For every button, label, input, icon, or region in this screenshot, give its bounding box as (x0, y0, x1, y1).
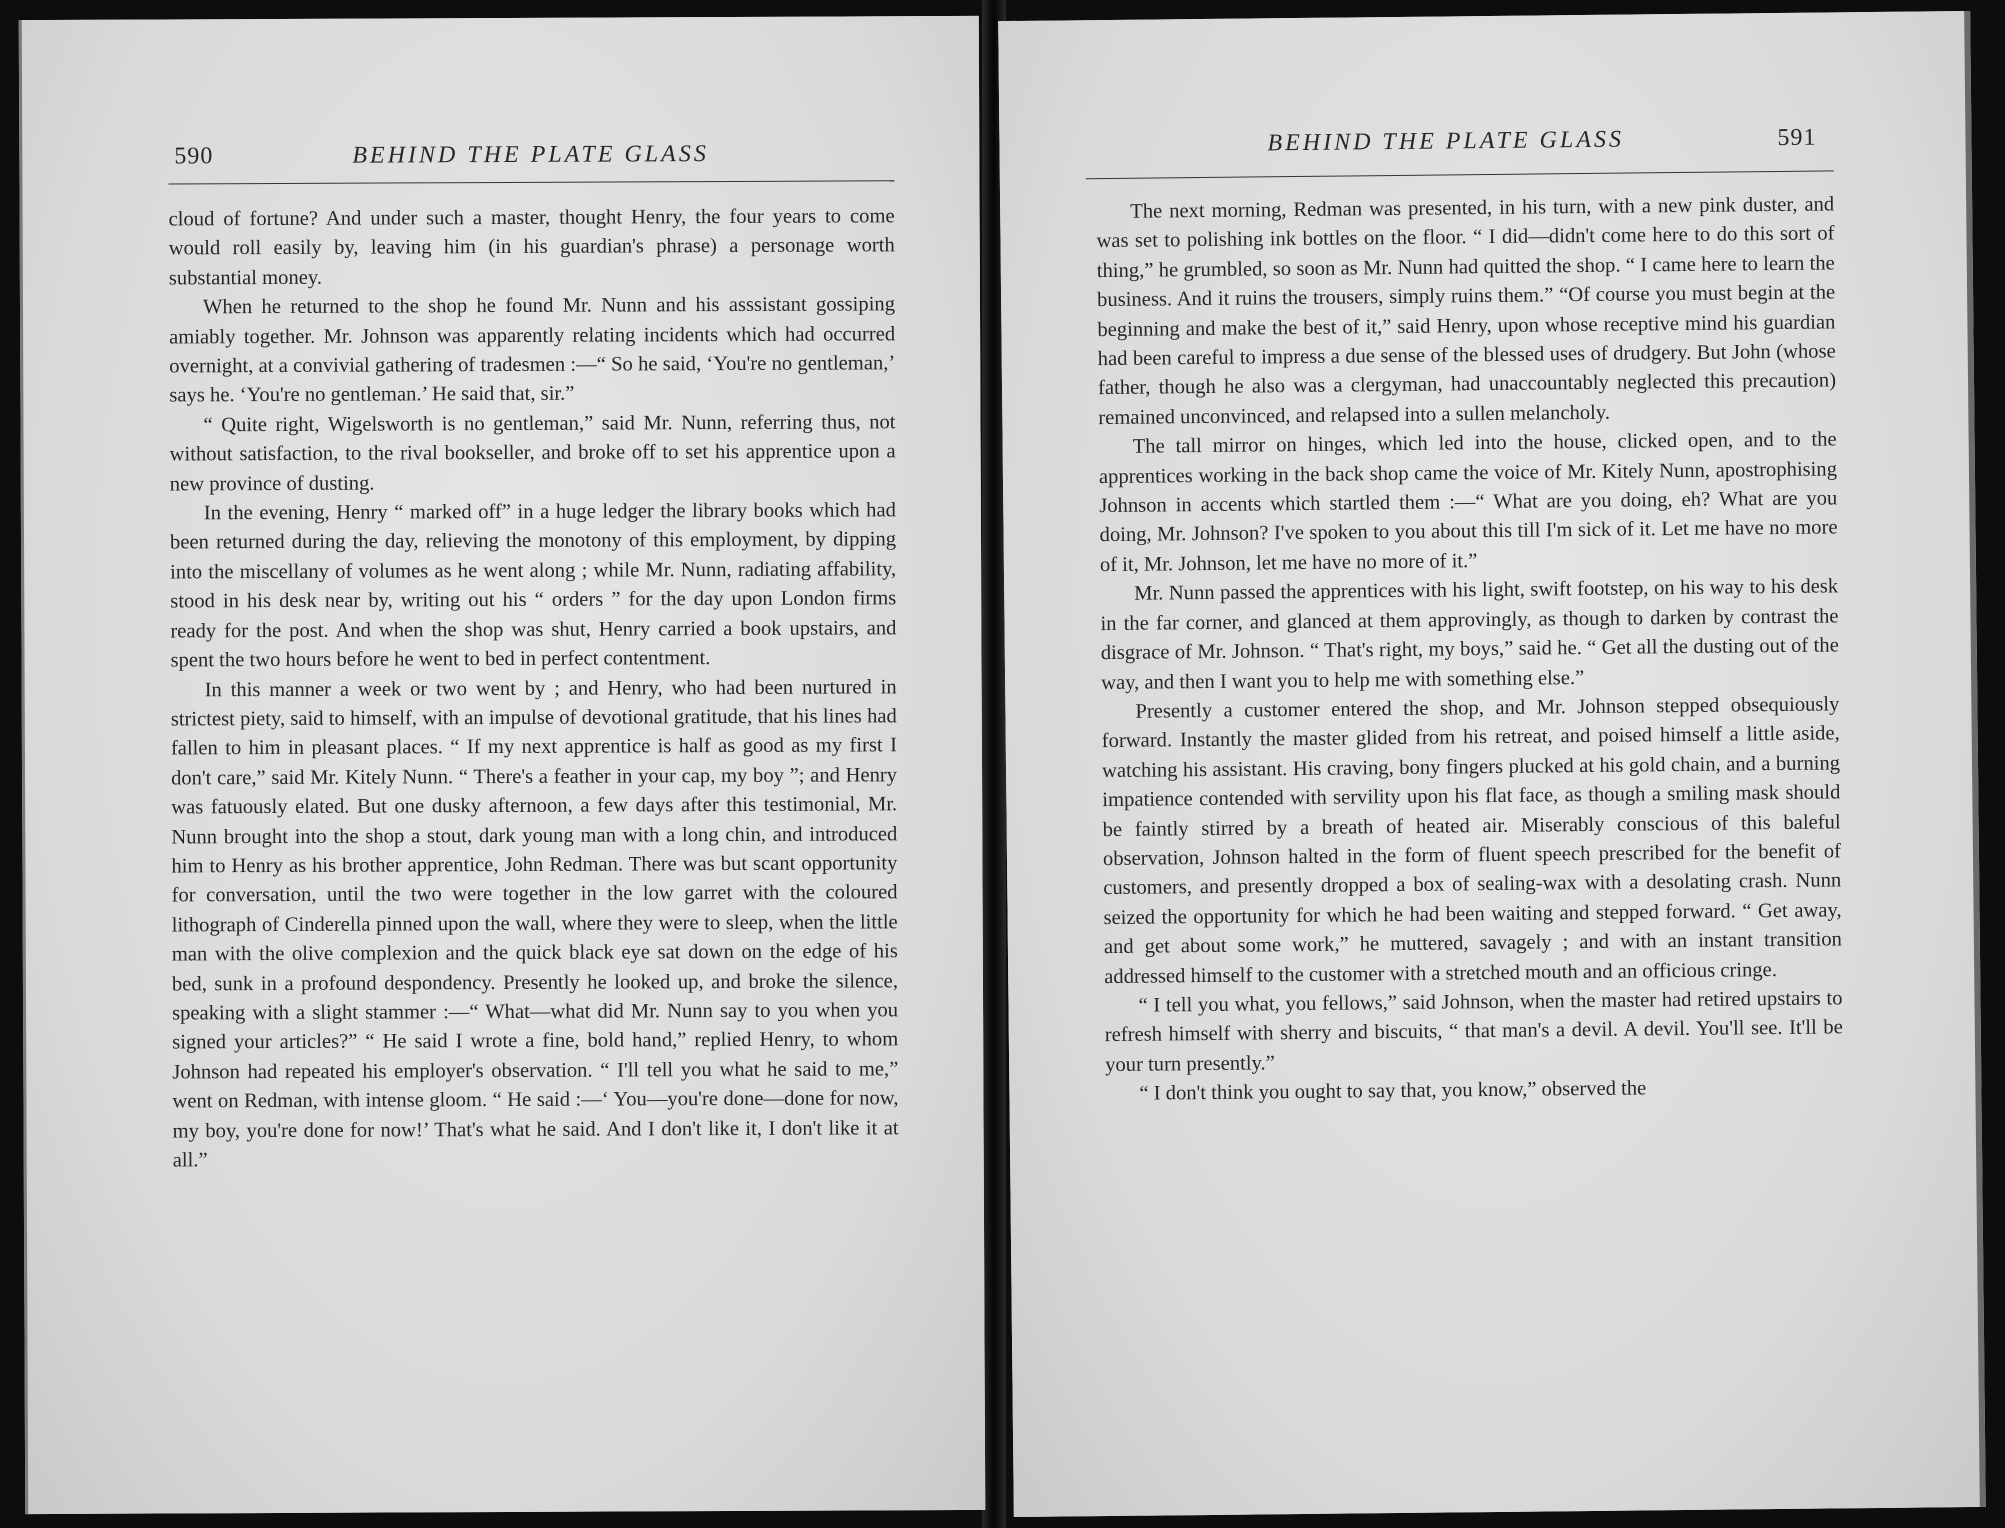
right-paragraph-6: “ I don't think you ought to say that, you know,” observed the (1139, 1077, 1647, 1105)
right-page-number: 591 (1777, 124, 1817, 151)
right-paragraph-2: The tall mirror on hinges, which led into the house, clicked open, and to the apprentices working in the back shop came the voice of Mr. Kitely Nunn, apostrophising Johnson in accents which startled them :—“ What are you doing, eh? What are you doing, Mr. Johnson? I've spoken to you about this till I'm sick of it. Let me have no more of it, Mr. Johnson, let me have no more of it.” (1098, 428, 1838, 576)
left-running-title: BEHIND THE PLATE GLASS (352, 141, 709, 169)
right-page (998, 11, 1986, 1517)
right-paragraph-5: “ I tell you what, you fellows,” said Johnson, when the master had retired upstairs to refresh himself with sherry and biscuits, “ that man's a devil. A devil. You'll see. It'll be your turn presently.” (1104, 987, 1843, 1076)
right-running-title: BEHIND THE PLATE GLASS (1267, 126, 1625, 157)
left-page-number: 590 (174, 143, 214, 170)
right-header-rule (1086, 170, 1834, 179)
left-paragraph-2: When he returned to the shop he found Mr. Nunn and his asssistant gossiping amiably together. Mr. Johnson was apparently relating incidents which had occurred overnight, at a convivial gathering of tradesmen :—“ So he said, ‘You're no gentleman,’ says he. ‘You're no gentleman.’ He said that, sir.” (169, 293, 896, 407)
left-paragraph-3: “ Quite right, Wigelsworth is no gentleman,” said Mr. Nunn, referring thus, not without satisfaction, to the rival bookseller, and broke off to set his apprentice upon a new province of dusting. (169, 411, 896, 496)
left-paragraph-5: In this manner a week or two went by ; and Henry, who had been nurtured in strictest piety, said to himself, with an impulse of devotional gratitude, that his lines had fallen to him in pleasant places. “ If my next apprentice is half as good as my first I don't care,” said Mr. Kitely Nunn. “ There's a feather in your cap, my boy ”; and Henry was fatuously elated. But one dusky afternoon, a few days after this testimonial, Mr. Nunn brought into the shop a stout, dark young man with a long chin, and introduced him to Henry as his brother apprentice, John Redman. There was but scant opportunity for conversation, until the two were together in the low garret with the coloured lithograph of Cinderella pinned upon the wall, where they were to sleep, when the little man with the olive complexion and the quick black eye sat down on the edge of his bed, sunk in a profound despondency. Presently he looked up, and broke the silence, speaking with a slight stammer :—“ What—what did Mr. Nunn say to you when you signed your articles?” “ He said I wrote a fine, bold hand,” replied Henry, to whom Johnson had repeated his employer's observation. “ I'll tell you what he said to me,” went on Redman, with intense gloom. “ He said :—‘ You—you're done—done for now, my boy, you're done for now!’ That's what he said. And I don't like it, I don't like it at all.” (170, 675, 899, 1172)
left-body-text (169, 202, 899, 1176)
right-body-text (1096, 190, 1844, 1109)
left-page (19, 16, 986, 1514)
right-paragraph-3: Mr. Nunn passed the apprentices with his light, swift footstep, on his way to his desk in the far corner, and glanced at them approvingly, as though to darken by contrast the disgrace of Mr. Johnson. “ That's right, my boys,” said he. “ Get all the dusting out of the way, and then I want you to help me with something else.” (1100, 575, 1839, 694)
right-paragraph-4: Presently a customer entered the shop, and Mr. Johnson stepped obsequiously forward. Instantly the master glided from his retreat, and poised himself a little aside, watching his assistant. His craving, bony fingers plucked at his gold chain, and a burning impatience contended with servility upon his flat face, as though a smiling mask should be faintly stirred by a breath of heated air. Miserably conscious of this baleful observation, Johnson halted in the form of fluent speech prescribed for the benefit of customers, and presently dropped a box of sealing-wax with a desolating crash. Nunn seized the opportunity for which he had been waiting and stepped forward. “ Get away, and get about some work,” he muttered, savagely ; and with an instant transition addressed himself to the customer with a stretched mouth and an officious cringe. (1101, 693, 1842, 988)
left-header-rule (168, 180, 894, 184)
left-paragraph-4: In the evening, Henry “ marked off” in a huge ledger the library books which had been returned during the day, relieving the monotony of this employment, by dipping into the miscellany of volumes as he went along ; while Mr. Nunn, radiating affability, stood in his desk near by, writing out his “ orders ” for the day upon London firms ready for the post. And when the shop was shut, Henry carried a book upstairs, and spent the two hours before he went to bed in perfect contentment. (169, 499, 897, 672)
left-paragraph-1: cloud of fortune? And under such a master, thought Henry, the four years to come would roll easily by, leaving him (in his guardian's phrase) a personage worth substantial money. (168, 205, 895, 290)
right-paragraph-1: The next morning, Redman was presented, in his turn, with a new pink duster, and was set to polishing ink bottles on the floor. “ I did—didn't come here to do this sort of thing,” he grumbled, so soon as Mr. Nunn had quitted the shop. “ I came here to learn the business. And it ruins the trousers, simply ruins them.” “Of course you must begin at the beginning and make the best of it,” said Henry, upon whose receptive mind his guardian had been careful to impress a due sense of the blessed uses of drudgery. But John (whose father, though he also was a clergyman, had unaccountably neglected this precaution) remained unconvinced, and relapsed into a sullen melancholy. (1096, 193, 1837, 429)
